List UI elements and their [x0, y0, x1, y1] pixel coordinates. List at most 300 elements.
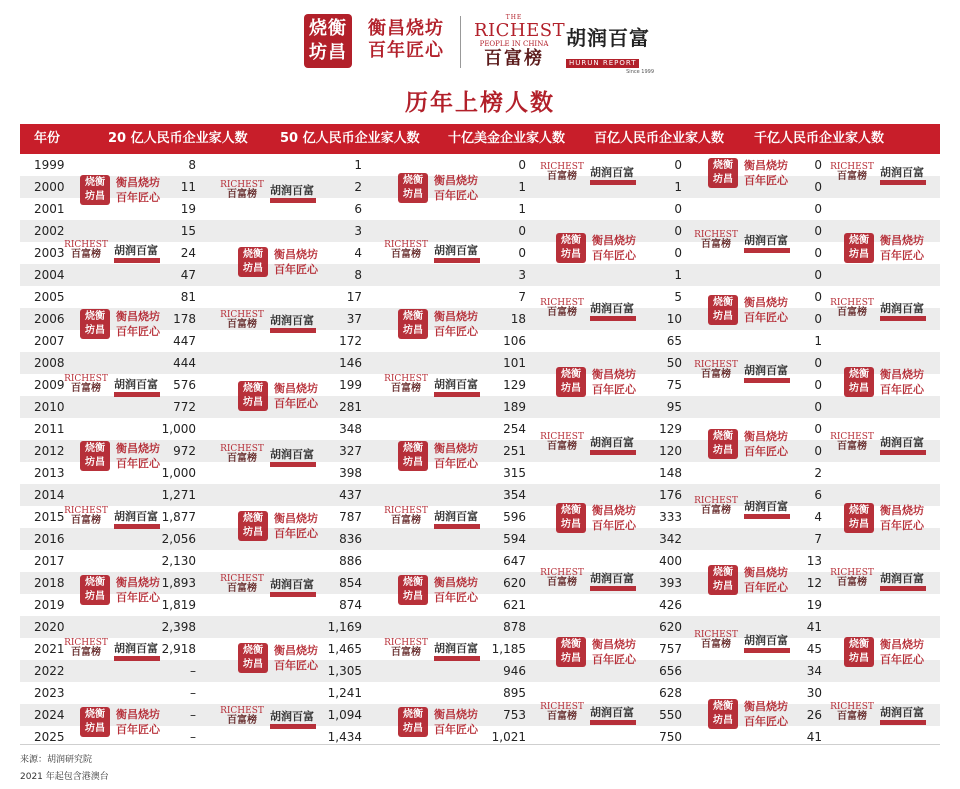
brand-mark: 衡昌烧坊 百年匠心	[880, 234, 924, 262]
cell-5b-rmb: 787	[339, 510, 362, 524]
cell-10b-rmb: 628	[659, 686, 682, 700]
hurun-mark: 胡润百富	[880, 166, 926, 185]
hurun-watermark-logo	[830, 566, 940, 602]
hurun-watermark-logo	[830, 296, 940, 332]
hurun-since: Since 1999	[626, 69, 654, 75]
hurun-watermark-logo	[64, 636, 174, 672]
seal-icon: 烧衡 坊昌	[398, 309, 428, 339]
col-header-10b-rmb: 百亿人民币企业家人数	[594, 131, 725, 146]
brand-mark: 衡昌烧坊 百年匠心	[274, 644, 318, 672]
cell-100b-rmb: 4	[814, 510, 822, 524]
hurun-watermark-logo	[694, 228, 804, 264]
hurun-mark: 胡润百富	[114, 378, 160, 397]
hurun-watermark-logo	[694, 358, 804, 394]
hurun-watermark-logo	[540, 296, 650, 332]
cell-10b-rmb: 757	[659, 642, 682, 656]
cell-1b-usd: 878	[503, 620, 526, 634]
hengchang-watermark-logo	[398, 306, 508, 342]
hurun-watermark-logo	[220, 572, 330, 608]
seal-icon: 烧衡 坊昌	[844, 233, 874, 263]
richest-mark: RICHEST 百富榜	[694, 630, 738, 650]
cell-100b-rmb: 34	[806, 664, 822, 678]
cell-1b-usd: 647	[503, 554, 526, 568]
cell-10b-rmb: 75	[666, 378, 682, 392]
cell-5b-rmb: 199	[339, 378, 362, 392]
hurun-watermark-logo	[830, 700, 940, 736]
richest-mark: RICHEST 百富榜	[220, 444, 264, 464]
cell-100b-rmb: 0	[814, 268, 822, 282]
hurun-mark: 胡润百富	[270, 184, 316, 203]
richest-mark: RICHEST 百富榜	[540, 162, 584, 182]
brand-mark: 衡昌烧坊 百年匠心	[434, 708, 478, 736]
hurun-watermark-logo	[64, 504, 174, 540]
hurun-mark: 胡润百富	[590, 572, 636, 591]
hurun-watermark-logo	[384, 636, 494, 672]
hurun-mark: 胡润百富	[744, 634, 790, 653]
hurun-mark: 胡润百富	[744, 364, 790, 383]
hurun-cn: 胡润百富	[566, 26, 650, 50]
seal-icon: 烧衡 坊昌	[844, 367, 874, 397]
hurun-watermark-logo	[384, 372, 494, 408]
cell-1b-usd: 18	[510, 312, 526, 326]
seal-icon: 烧衡 坊昌	[556, 503, 586, 533]
richest-mark: RICHEST 百富榜	[384, 506, 428, 526]
hengchang-watermark-logo	[708, 696, 818, 732]
cell-year: 2015	[34, 510, 65, 524]
cell-100b-rmb: 2	[814, 466, 822, 480]
cell-year: 2002	[34, 224, 65, 238]
brand-mark: 衡昌烧坊 百年匠心	[434, 576, 478, 604]
cell-10b-rmb: 0	[674, 158, 682, 172]
richest-mark: RICHEST 百富榜	[540, 568, 584, 588]
seal-icon: 烧衡 坊昌	[398, 575, 428, 605]
hengchang-watermark-logo	[556, 230, 666, 266]
brand-mark: 衡昌烧坊 百年匠心	[880, 504, 924, 532]
cell-2b-rmb: 576	[173, 378, 196, 392]
brand-mark: 衡昌烧坊 百年匠心	[434, 442, 478, 470]
brand-mark: 衡昌烧坊 百年匠心	[274, 512, 318, 540]
cell-1b-usd: 254	[503, 422, 526, 436]
cell-year: 2024	[34, 708, 65, 722]
footnote: 2021 年起包含港澳台	[20, 772, 109, 782]
brand-mark: 衡昌烧坊 百年匠心	[434, 174, 478, 202]
hengchang-watermark-logo	[398, 704, 508, 740]
cell-year: 2004	[34, 268, 65, 282]
cell-2b-rmb: 1,271	[161, 488, 196, 502]
cell-5b-rmb: 172	[339, 334, 362, 348]
richest-big: RICHEST	[474, 20, 566, 41]
cell-year: 2007	[34, 334, 65, 348]
cell-10b-rmb: 95	[666, 400, 682, 414]
hurun-watermark-logo	[694, 628, 804, 664]
cell-2b-rmb: 1,819	[161, 598, 196, 612]
hengchang-watermark-logo	[844, 364, 954, 400]
seal-icon: 烧衡 坊昌	[80, 575, 110, 605]
cell-10b-rmb: 0	[674, 202, 682, 216]
cell-10b-rmb: 656	[659, 664, 682, 678]
cell-year: 2005	[34, 290, 65, 304]
cell-1b-usd: 0	[518, 246, 526, 260]
cell-1b-usd: 621	[503, 598, 526, 612]
hengchang-watermark-logo	[708, 562, 818, 598]
cell-5b-rmb: 874	[339, 598, 362, 612]
hurun-mark: 胡润百富	[590, 706, 636, 725]
cell-100b-rmb: 30	[806, 686, 822, 700]
cell-year: 2014	[34, 488, 65, 502]
cell-5b-rmb: 1	[354, 158, 362, 172]
seal-icon: 烧衡 坊昌	[238, 247, 268, 277]
cell-year: 2018	[34, 576, 65, 590]
seal-icon: 烧衡 坊昌	[556, 367, 586, 397]
brand-mark: 衡昌烧坊 百年匠心	[116, 310, 160, 338]
cell-year: 2006	[34, 312, 65, 326]
seal-icon: 烧衡 坊昌	[398, 707, 428, 737]
brand-mark: 衡昌烧坊 百年匠心	[274, 248, 318, 276]
brand-mark: 衡昌烧坊 百年匠心	[274, 382, 318, 410]
brand-mark: 衡昌烧坊 百年匠心	[592, 368, 636, 396]
cell-100b-rmb: 0	[814, 224, 822, 238]
richest-cn: 百富榜	[484, 48, 544, 69]
cell-100b-rmb: 0	[814, 202, 822, 216]
brand-mark: 衡昌烧坊 百年匠心	[592, 504, 636, 532]
cell-year: 1999	[34, 158, 65, 172]
cell-10b-rmb: 176	[659, 488, 682, 502]
richest-mark: RICHEST 百富榜	[220, 574, 264, 594]
table-header	[20, 124, 940, 154]
hurun-mark: 胡润百富	[114, 510, 160, 529]
cell-5b-rmb: 327	[339, 444, 362, 458]
cell-1b-usd: 1	[518, 202, 526, 216]
seal-icon: 烧衡 坊昌	[708, 158, 738, 188]
cell-10b-rmb: 0	[674, 246, 682, 260]
cell-5b-rmb: 886	[339, 554, 362, 568]
cell-2b-rmb: 1,000	[161, 422, 196, 436]
hurun-mark: 胡润百富	[270, 710, 316, 729]
cell-100b-rmb: 19	[806, 598, 822, 612]
seal-icon: 烧衡 坊昌	[398, 441, 428, 471]
richest-mark: RICHEST 百富榜	[64, 638, 108, 658]
cell-5b-rmb: 854	[339, 576, 362, 590]
hurun-watermark-logo	[64, 238, 174, 274]
cell-2b-rmb: –	[190, 708, 196, 722]
col-header-100b-rmb: 千亿人民币企业家人数	[754, 131, 885, 146]
header-divider	[460, 16, 461, 68]
cell-1b-usd: 251	[503, 444, 526, 458]
table-bottom-rule	[20, 744, 940, 745]
hurun-mark: 胡润百富	[880, 436, 926, 455]
hengchang-watermark-logo	[708, 292, 818, 328]
cell-2b-rmb: –	[190, 730, 196, 744]
cell-year: 2008	[34, 356, 65, 370]
hurun-mark: 胡润百富	[880, 706, 926, 725]
cell-10b-rmb: 342	[659, 532, 682, 546]
cell-2b-rmb: 178	[173, 312, 196, 326]
hurun-watermark-logo	[220, 704, 330, 740]
seal-icon: 烧衡 坊昌	[238, 511, 268, 541]
hurun-mark: 胡润百富	[434, 642, 480, 661]
cell-5b-rmb: 398	[339, 466, 362, 480]
hurun-watermark-logo	[540, 700, 650, 736]
richest-mark: RICHEST 百富榜	[830, 432, 874, 452]
hurun-watermark-logo	[540, 160, 650, 196]
cell-1b-usd: 3	[518, 268, 526, 282]
hengchang-watermark-logo	[238, 640, 348, 676]
brand-mark: 衡昌烧坊 百年匠心	[744, 430, 788, 458]
hurun-mark: 胡润百富	[270, 448, 316, 467]
cell-5b-rmb: 1,305	[327, 664, 362, 678]
hurun-watermark-logo	[830, 430, 940, 466]
hengchang-watermark-logo	[238, 378, 348, 414]
cell-2b-rmb: 24	[180, 246, 196, 260]
col-header-2b-rmb: 20 亿人民币企业家人数	[108, 131, 248, 146]
cell-10b-rmb: 120	[659, 444, 682, 458]
hurun-mark: 胡润百富	[270, 578, 316, 597]
cell-5b-rmb: 1,241	[327, 686, 362, 700]
cell-year: 2019	[34, 598, 65, 612]
richest-mark: RICHEST 百富榜	[220, 310, 264, 330]
cell-2b-rmb: 11	[180, 180, 196, 194]
cell-year: 2012	[34, 444, 65, 458]
cell-year: 2001	[34, 202, 65, 216]
cell-10b-rmb: 65	[666, 334, 682, 348]
hurun-watermark-logo	[220, 178, 330, 214]
cell-1b-usd: 189	[503, 400, 526, 414]
hurun-mark: 胡润百富	[434, 378, 480, 397]
cell-5b-rmb: 4	[354, 246, 362, 260]
cell-2b-rmb: 2,398	[161, 620, 196, 634]
hurun-mark: 胡润百富	[880, 302, 926, 321]
richest-the: THE	[505, 14, 523, 21]
cell-100b-rmb: 0	[814, 422, 822, 436]
cell-100b-rmb: 0	[814, 356, 822, 370]
brand-mark: 衡昌烧坊 百年匠心	[744, 566, 788, 594]
cell-year: 2011	[34, 422, 65, 436]
hengchang-seal-logo: 烧衡 坊昌	[304, 14, 352, 68]
hurun-watermark-logo	[384, 238, 494, 274]
hurun-en: HURUN REPORT	[566, 59, 639, 68]
cell-5b-rmb: 6	[354, 202, 362, 216]
cell-2b-rmb: 972	[173, 444, 196, 458]
cell-1b-usd: 753	[503, 708, 526, 722]
hengchang-watermark-logo	[80, 572, 190, 608]
cell-100b-rmb: 7	[814, 532, 822, 546]
cell-5b-rmb: 2	[354, 180, 362, 194]
hengchang-watermark-logo	[80, 704, 190, 740]
hurun-mark: 胡润百富	[114, 642, 160, 661]
cell-2b-rmb: 2,918	[161, 642, 196, 656]
richest-mark: RICHEST 百富榜	[830, 568, 874, 588]
cell-2b-rmb: 15	[180, 224, 196, 238]
cell-100b-rmb: 0	[814, 158, 822, 172]
hurun-report-logo	[566, 26, 654, 76]
cell-year: 2009	[34, 378, 65, 392]
seal-icon: 烧衡 坊昌	[80, 707, 110, 737]
hurun-mark: 胡润百富	[270, 314, 316, 333]
hengchang-watermark-logo	[708, 426, 818, 462]
cell-2b-rmb: 81	[180, 290, 196, 304]
cell-10b-rmb: 550	[659, 708, 682, 722]
cell-10b-rmb: 148	[659, 466, 682, 480]
cell-1b-usd: 946	[503, 664, 526, 678]
cell-year: 2000	[34, 180, 65, 194]
cell-5b-rmb: 1,094	[327, 708, 362, 722]
cell-1b-usd: 594	[503, 532, 526, 546]
hurun-mark: 胡润百富	[880, 572, 926, 591]
cell-10b-rmb: 5	[674, 290, 682, 304]
cell-year: 2017	[34, 554, 65, 568]
hurun-watermark-logo	[540, 566, 650, 602]
cell-2b-rmb: 444	[173, 356, 196, 370]
seal-icon: 烧衡 坊昌	[80, 309, 110, 339]
richest-mark: RICHEST 百富榜	[694, 230, 738, 250]
hengchang-watermark-logo	[844, 500, 954, 536]
seal-icon: 烧衡 坊昌	[238, 381, 268, 411]
cell-1b-usd: 354	[503, 488, 526, 502]
source-note: 来源：胡润研究院	[20, 755, 93, 765]
richest-mark: RICHEST 百富榜	[384, 240, 428, 260]
richest-mark: RICHEST 百富榜	[830, 162, 874, 182]
cell-year: 2010	[34, 400, 65, 414]
cell-2b-rmb: 2,130	[161, 554, 196, 568]
cell-5b-rmb: 348	[339, 422, 362, 436]
cell-1b-usd: 1,021	[491, 730, 526, 744]
cell-100b-rmb: 41	[806, 730, 822, 744]
hengchang-watermark-logo	[708, 155, 818, 191]
brand-mark: 衡昌烧坊 百年匠心	[880, 368, 924, 396]
cell-2b-rmb: 19	[180, 202, 196, 216]
hurun-watermark-logo	[694, 494, 804, 530]
cell-100b-rmb: 0	[814, 246, 822, 260]
cell-10b-rmb: 750	[659, 730, 682, 744]
cell-100b-rmb: 0	[814, 444, 822, 458]
seal-icon: 烧衡 坊昌	[80, 175, 110, 205]
cell-10b-rmb: 393	[659, 576, 682, 590]
seal-icon: 烧衡 坊昌	[238, 643, 268, 673]
cell-100b-rmb: 0	[814, 378, 822, 392]
cell-5b-rmb: 836	[339, 532, 362, 546]
hengchang-watermark-logo	[844, 634, 954, 670]
brand-mark: 衡昌烧坊 百年匠心	[592, 234, 636, 262]
cell-5b-rmb: 281	[339, 400, 362, 414]
cell-2b-rmb: 447	[173, 334, 196, 348]
hurun-mark: 胡润百富	[434, 244, 480, 263]
cell-10b-rmb: 1	[674, 268, 682, 282]
cell-year: 2003	[34, 246, 65, 260]
seal-icon: 烧衡 坊昌	[556, 233, 586, 263]
cell-10b-rmb: 400	[659, 554, 682, 568]
col-header-year: 年份	[34, 131, 61, 146]
hengchang-watermark-logo	[80, 172, 190, 208]
cell-1b-usd: 0	[518, 158, 526, 172]
cell-5b-rmb: 8	[354, 268, 362, 282]
richest-mark: RICHEST 百富榜	[64, 374, 108, 394]
richest-sub: PEOPLE IN CHINA	[479, 40, 549, 48]
cell-10b-rmb: 0	[674, 224, 682, 238]
cell-10b-rmb: 50	[666, 356, 682, 370]
hengchang-watermark-logo	[80, 306, 190, 342]
richest-people-logo	[474, 14, 566, 69]
brand-mark: 衡昌烧坊 百年匠心	[744, 700, 788, 728]
cell-5b-rmb: 17	[346, 290, 362, 304]
cell-10b-rmb: 620	[659, 620, 682, 634]
brand-mark: 衡昌烧坊 百年匠心	[116, 576, 160, 604]
hurun-mark: 胡润百富	[590, 166, 636, 185]
seal-icon: 烧衡 坊昌	[708, 429, 738, 459]
brand-line-1: 衡昌烧坊	[368, 18, 444, 39]
hengchang-watermark-logo	[80, 438, 190, 474]
cell-year: 2020	[34, 620, 65, 634]
cell-100b-rmb: 13	[806, 554, 822, 568]
richest-mark: RICHEST 百富榜	[540, 298, 584, 318]
cell-2b-rmb: 1,893	[161, 576, 196, 590]
richest-mark: RICHEST 百富榜	[830, 702, 874, 722]
cell-2b-rmb: 772	[173, 400, 196, 414]
cell-year: 2023	[34, 686, 65, 700]
hurun-mark: 胡润百富	[434, 510, 480, 529]
seal-icon: 烧衡 坊昌	[708, 565, 738, 595]
seal-icon: 烧衡 坊昌	[398, 173, 428, 203]
hurun-mark: 胡润百富	[590, 436, 636, 455]
hurun-watermark-logo	[540, 430, 650, 466]
header-logos	[0, 12, 960, 75]
cell-year: 2013	[34, 466, 65, 480]
cell-100b-rmb: 6	[814, 488, 822, 502]
cell-1b-usd: 101	[503, 356, 526, 370]
cell-5b-rmb: 1,434	[327, 730, 362, 744]
cell-1b-usd: 0	[518, 224, 526, 238]
cell-2b-rmb: 8	[188, 158, 196, 172]
richest-mark: RICHEST 百富榜	[220, 706, 264, 726]
cell-10b-rmb: 333	[659, 510, 682, 524]
cell-1b-usd: 620	[503, 576, 526, 590]
richest-mark: RICHEST 百富榜	[694, 360, 738, 380]
richest-mark: RICHEST 百富榜	[694, 496, 738, 516]
cell-2b-rmb: 2,056	[161, 532, 196, 546]
hengchang-watermark-logo	[398, 438, 508, 474]
hengchang-watermark-logo	[556, 364, 666, 400]
cell-10b-rmb: 426	[659, 598, 682, 612]
richest-mark: RICHEST 百富榜	[384, 638, 428, 658]
hurun-watermark-logo	[384, 504, 494, 540]
hengchang-watermark-logo	[238, 508, 348, 544]
cell-5b-rmb: 1,465	[327, 642, 362, 656]
hurun-mark: 胡润百富	[744, 500, 790, 519]
hurun-watermark-logo	[830, 160, 940, 196]
hurun-watermark-logo	[220, 442, 330, 478]
brand-mark: 衡昌烧坊 百年匠心	[592, 638, 636, 666]
cell-10b-rmb: 1	[674, 180, 682, 194]
cell-1b-usd: 7	[518, 290, 526, 304]
brand-mark: 衡昌烧坊 百年匠心	[434, 310, 478, 338]
hurun-watermark-logo	[64, 372, 174, 408]
cell-year: 2016	[34, 532, 65, 546]
richest-mark: RICHEST 百富榜	[540, 702, 584, 722]
brand-mark: 衡昌烧坊 百年匠心	[744, 296, 788, 324]
cell-10b-rmb: 129	[659, 422, 682, 436]
cell-10b-rmb: 10	[666, 312, 682, 326]
cell-2b-rmb: –	[190, 686, 196, 700]
seal-icon: 烧衡 坊昌	[708, 295, 738, 325]
hengchang-watermark-logo	[556, 634, 666, 670]
hurun-mark: 胡润百富	[744, 234, 790, 253]
cell-100b-rmb: 1	[814, 334, 822, 348]
seal-icon: 烧衡 坊昌	[844, 637, 874, 667]
cell-2b-rmb: 1,000	[161, 466, 196, 480]
cell-5b-rmb: 3	[354, 224, 362, 238]
hengchang-watermark-logo	[398, 170, 508, 206]
hengchang-brand-text	[368, 18, 444, 62]
cell-5b-rmb: 1,169	[327, 620, 362, 634]
